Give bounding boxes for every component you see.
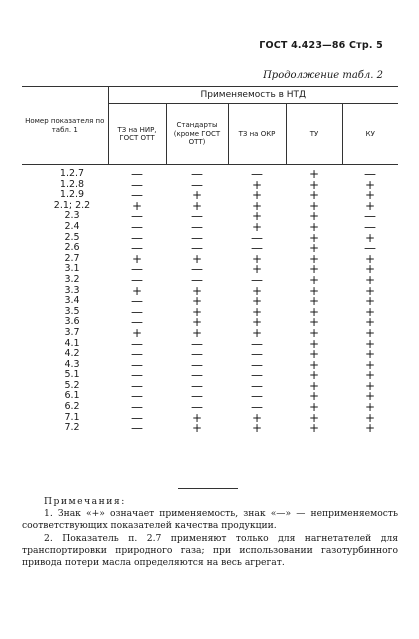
row-cell: + [308, 325, 320, 340]
column-header-tz-okr: ТЗ на ОКР [228, 104, 286, 165]
row-cell: — [131, 167, 143, 181]
row-cell: + [308, 272, 320, 287]
row-cell: + [308, 378, 320, 393]
row-cell: — [191, 167, 203, 181]
row-index: 2.4 [64, 220, 80, 232]
row-cell: + [308, 357, 320, 372]
row-cell: — [191, 241, 203, 256]
row-cell: + [251, 219, 263, 234]
row-index: 5.1 [64, 369, 80, 381]
row-index: 2.1; 2.2 [53, 199, 91, 211]
row-index: 3.7 [64, 326, 80, 338]
row-cell: + [191, 188, 203, 203]
row-cell: + [365, 283, 376, 298]
row-cell: + [131, 198, 143, 213]
row-index: 4.2 [64, 348, 80, 360]
row-cell: + [191, 251, 203, 266]
row-cell: — [251, 336, 263, 351]
table-row [22, 328, 398, 339]
row-cell: + [131, 251, 143, 266]
row-cell: — [191, 389, 203, 404]
row-cell: — [131, 188, 143, 203]
row-index: 5.2 [64, 379, 80, 391]
row-cell: + [365, 325, 376, 340]
row-cell: + [365, 230, 376, 245]
row-cell: + [365, 389, 376, 404]
row-cell: — [364, 241, 377, 256]
row-cell: + [251, 262, 263, 277]
row-cell: + [131, 325, 143, 340]
row-cell: + [308, 167, 320, 181]
row-cell: — [191, 378, 203, 393]
row-index: 4.3 [64, 358, 80, 370]
row-cell: + [251, 315, 263, 330]
row-cell: + [308, 421, 320, 436]
row-cell: + [308, 410, 320, 425]
row-cell: — [191, 209, 203, 224]
row-cell: — [191, 219, 203, 234]
row-cell: + [251, 421, 263, 436]
row-cell: + [251, 209, 263, 224]
row-cell: + [308, 219, 320, 234]
table-row [22, 275, 398, 286]
row-cell: — [364, 209, 377, 224]
row-index: 3.2 [64, 273, 80, 285]
row-cell: — [251, 241, 263, 256]
row-cell: + [308, 188, 320, 203]
row-cell: + [365, 304, 376, 319]
row-cell: + [251, 251, 263, 266]
row-index: 1.2.8 [59, 178, 85, 190]
row-cell: + [308, 209, 320, 224]
row-cell: + [308, 177, 320, 192]
row-index: 3.5 [64, 305, 80, 317]
note-item-1: 1. Знак «+» означает применяемость, знак «—» — неприменяемость соответствующих показателей качества продукции. [22, 508, 398, 532]
row-cell: + [365, 400, 376, 415]
notes-block [22, 496, 398, 569]
row-cell: — [251, 347, 263, 362]
row-cell: + [251, 177, 263, 192]
row-index: 6.2 [64, 401, 80, 413]
row-cell: — [131, 378, 143, 393]
row-index: 3.3 [64, 284, 80, 296]
row-cell: + [251, 283, 263, 298]
row-cell: + [308, 400, 320, 415]
row-cell: — [131, 368, 143, 383]
row-cell: + [191, 283, 203, 298]
row-cell: — [131, 304, 143, 319]
row-cell: — [191, 272, 203, 287]
table-body [22, 165, 398, 434]
row-cell: + [191, 410, 203, 425]
row-cell: + [365, 410, 376, 425]
row-cell: + [365, 368, 376, 383]
table-continuation-label: Продолжение табл. 2 [263, 70, 383, 81]
row-cell: + [251, 188, 263, 203]
row-cell: — [131, 357, 143, 372]
row-index: 2.7 [64, 252, 80, 264]
row-cell: + [131, 283, 143, 298]
column-header-tu: ТУ [286, 104, 342, 165]
row-cell: + [308, 294, 320, 309]
row-cell: — [364, 167, 377, 181]
row-cell: — [131, 421, 143, 436]
row-cell: + [308, 368, 320, 383]
row-index: 2.5 [64, 231, 80, 243]
row-cell: + [365, 177, 376, 192]
table-row [22, 423, 398, 434]
notes-title: Примечания: [44, 496, 126, 507]
applicability-table [22, 86, 398, 434]
row-index: 3.1 [64, 263, 80, 275]
row-cell: — [251, 167, 263, 181]
row-cell: — [191, 357, 203, 372]
row-cell: — [131, 294, 143, 309]
row-cell: — [131, 315, 143, 330]
row-index: 3.4 [64, 295, 80, 307]
row-cell: — [251, 389, 263, 404]
row-index: 3.6 [64, 316, 80, 328]
row-cell: + [365, 336, 376, 351]
row-cell: + [308, 241, 320, 256]
row-cell: — [191, 368, 203, 383]
row-cell: — [131, 400, 143, 415]
row-cell: + [365, 272, 376, 287]
column-header-standards: Стандарты (кроме ГОСТ ОТТ) [166, 104, 228, 165]
row-cell: — [251, 230, 263, 245]
table-row [22, 165, 398, 180]
row-cell: — [131, 272, 143, 287]
row-index: 7.1 [64, 411, 80, 423]
row-cell: — [191, 347, 203, 362]
row-index: 4.1 [64, 337, 80, 349]
row-index: 1.2.7 [59, 168, 85, 179]
row-cell: — [131, 347, 143, 362]
row-cell: + [365, 188, 376, 203]
row-index: 6.1 [64, 390, 80, 402]
row-cell: + [308, 262, 320, 277]
column-header-ku: КУ [342, 104, 398, 165]
row-cell: + [365, 347, 376, 362]
row-cell: — [131, 230, 143, 245]
row-cell: + [308, 283, 320, 298]
row-cell: — [131, 262, 143, 277]
row-cell: — [131, 336, 143, 351]
row-cell: + [251, 325, 263, 340]
column-group-header: Применяемость в НТД [108, 87, 398, 104]
row-cell: — [191, 177, 203, 192]
column-header-tz-nir: ТЗ на НИР, ГОСТ ОТТ [108, 104, 166, 165]
row-cell: — [251, 272, 263, 287]
row-cell: — [131, 410, 143, 425]
row-cell: — [364, 219, 377, 234]
row-cell: + [308, 315, 320, 330]
row-cell: + [251, 198, 263, 213]
row-cell: + [365, 357, 376, 372]
row-cell: + [308, 336, 320, 351]
row-index: 2.3 [64, 210, 80, 222]
document-reference: ГОСТ 4.423—86 Стр. 5 [259, 40, 383, 51]
row-cell: + [365, 251, 376, 266]
row-cell: — [191, 336, 203, 351]
row-cell: — [131, 219, 143, 234]
row-cell: — [251, 357, 263, 372]
row-index: 1.2.9 [59, 189, 85, 201]
row-cell: — [131, 241, 143, 256]
column-header-index: Номер показателя по табл. 1 [22, 87, 108, 165]
row-cell: + [191, 315, 203, 330]
row-cell: + [365, 315, 376, 330]
row-cell: + [251, 294, 263, 309]
row-index: 2.6 [64, 242, 80, 254]
row-cell: + [365, 421, 376, 436]
row-cell: + [365, 262, 376, 277]
row-cell: + [191, 421, 203, 436]
row-cell: + [308, 251, 320, 266]
note-item-2: 2. Показатель п. 2.7 применяют только для нагнетателей для транспортировки природного газа; при использовании газотурбинного привода потери масла определяются на весь агрегат. [22, 532, 398, 569]
row-cell: — [131, 177, 143, 192]
row-cell: — [131, 209, 143, 224]
row-cell: + [191, 325, 203, 340]
row-cell: + [308, 347, 320, 362]
row-cell: + [191, 198, 203, 213]
row-cell: — [251, 400, 263, 415]
table-row [22, 222, 398, 233]
row-cell: + [308, 304, 320, 319]
row-cell: — [251, 368, 263, 383]
row-cell: + [308, 198, 320, 213]
row-cell: + [365, 294, 376, 309]
row-cell: + [251, 304, 263, 319]
row-cell: — [191, 400, 203, 415]
divider-line [178, 488, 238, 489]
row-cell: + [191, 304, 203, 319]
row-index: 7.2 [64, 422, 80, 434]
row-cell: + [251, 410, 263, 425]
row-cell: + [308, 389, 320, 404]
row-cell: + [365, 378, 376, 393]
row-cell: + [191, 294, 203, 309]
row-cell: — [191, 230, 203, 245]
row-cell: — [251, 378, 263, 393]
row-cell: — [191, 262, 203, 277]
row-cell: + [365, 198, 376, 213]
row-cell: + [308, 230, 320, 245]
row-cell: — [131, 389, 143, 404]
